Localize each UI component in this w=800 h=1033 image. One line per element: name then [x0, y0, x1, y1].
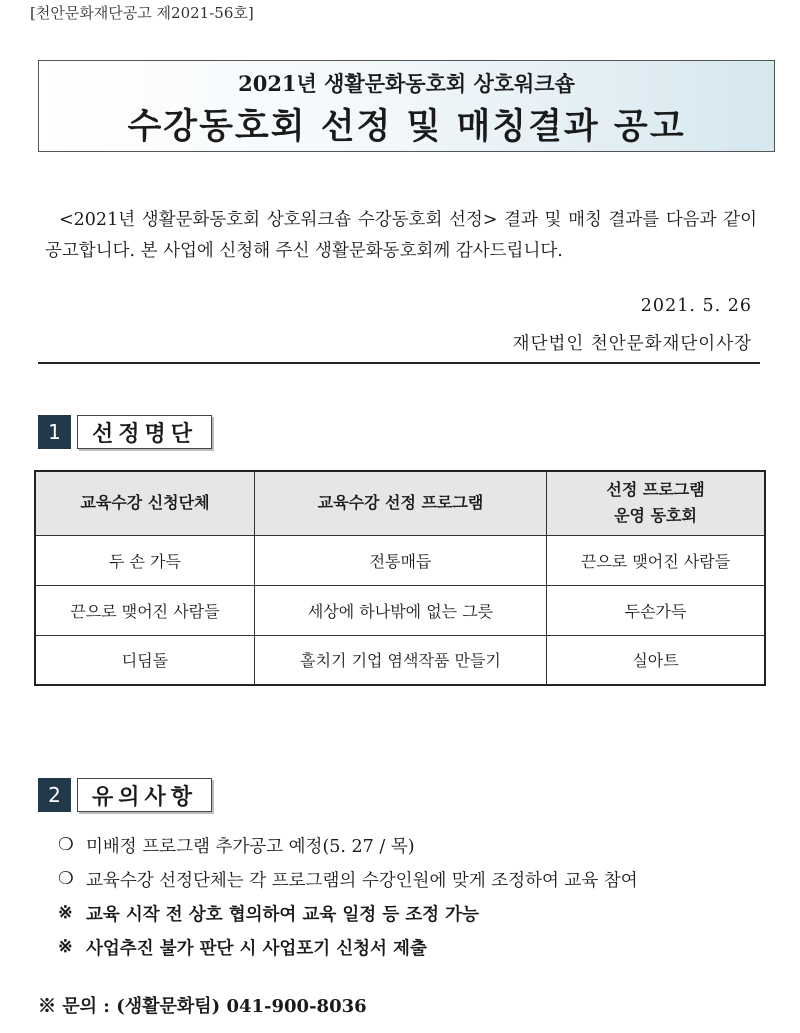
notes-list [58, 828, 778, 964]
contact-info: ※ 문의 : (생활문화팀) 041-900-8036 [38, 996, 367, 1017]
section2-header [38, 777, 212, 813]
title-subtitle: 2021년 생활문화동호회 상호워크숍 [238, 71, 575, 96]
section1-title: 선정명단 [77, 415, 212, 449]
section2-number: 2 [38, 778, 71, 812]
divider [38, 362, 760, 364]
intro-text: <2021년 생활문화동호회 상호워크숍 수강동호회 선정> 결과 및 매칭 결과를 다음과 같이 공고합니다. 본 사업에 신청해 주신 생활문화동호회께 감사드립니다. [45, 210, 757, 261]
header-program: 교육수강 선정 프로그램 [254, 471, 546, 535]
cell-program: 전통매듭 [254, 535, 546, 585]
cell-club: 끈으로 맺어진 사람들 [547, 535, 765, 585]
header-club-line1: 선정 프로그램 [606, 480, 705, 500]
cell-applicant: 두 손 가득 [35, 535, 254, 585]
circle-bullet-icon: ❍ [58, 835, 74, 855]
cell-program: 세상에 하나밖에 없는 그릇 [254, 585, 546, 635]
circle-bullet-icon: ❍ [58, 869, 74, 889]
list-item [58, 862, 778, 896]
cell-applicant: 디딤돌 [35, 635, 254, 685]
header-applicant: 교육수강 신청단체 [35, 471, 254, 535]
header-club-line2: 운영 동호회 [614, 506, 697, 526]
selection-table [34, 470, 766, 686]
note-text: 교육수강 선정단체는 각 프로그램의 수강인원에 맞게 조정하여 교육 참여 [86, 870, 638, 891]
section1-number: 1 [38, 415, 71, 449]
cell-applicant: 끈으로 맺어진 사람들 [35, 585, 254, 635]
table-row [35, 585, 765, 635]
notice-number: [천안문화재단공고 제2021-56호] [30, 4, 254, 22]
title-box [38, 60, 775, 152]
cell-club: 두손가득 [547, 585, 765, 635]
list-item [58, 930, 778, 964]
header-club [547, 471, 765, 535]
notice-signer: 재단법인 천안문화재단이사장 [512, 334, 752, 354]
intro-paragraph [45, 205, 757, 267]
table-row [35, 535, 765, 585]
note-text: 교육 시작 전 상호 협의하여 교육 일정 등 조정 가능 [86, 904, 479, 925]
table-header-row [35, 471, 765, 535]
list-item [58, 828, 778, 862]
reference-mark-icon: ※ [58, 903, 73, 923]
title-main: 수강동호회 선정 및 매칭결과 공고 [127, 106, 686, 147]
cell-program: 홀치기 기업 염색작품 만들기 [254, 635, 546, 685]
reference-mark-icon: ※ [58, 937, 73, 957]
list-item [58, 896, 778, 930]
notice-date: 2021. 5. 26 [640, 296, 752, 316]
section1-header [38, 414, 212, 450]
cell-club: 실아트 [547, 635, 765, 685]
table-row [35, 635, 765, 685]
section2-title: 유의사항 [77, 778, 212, 812]
note-text: 미배정 프로그램 추가공고 예정(5. 27 / 목) [86, 836, 415, 857]
note-text: 사업추진 불가 판단 시 사업포기 신청서 제출 [86, 938, 427, 959]
